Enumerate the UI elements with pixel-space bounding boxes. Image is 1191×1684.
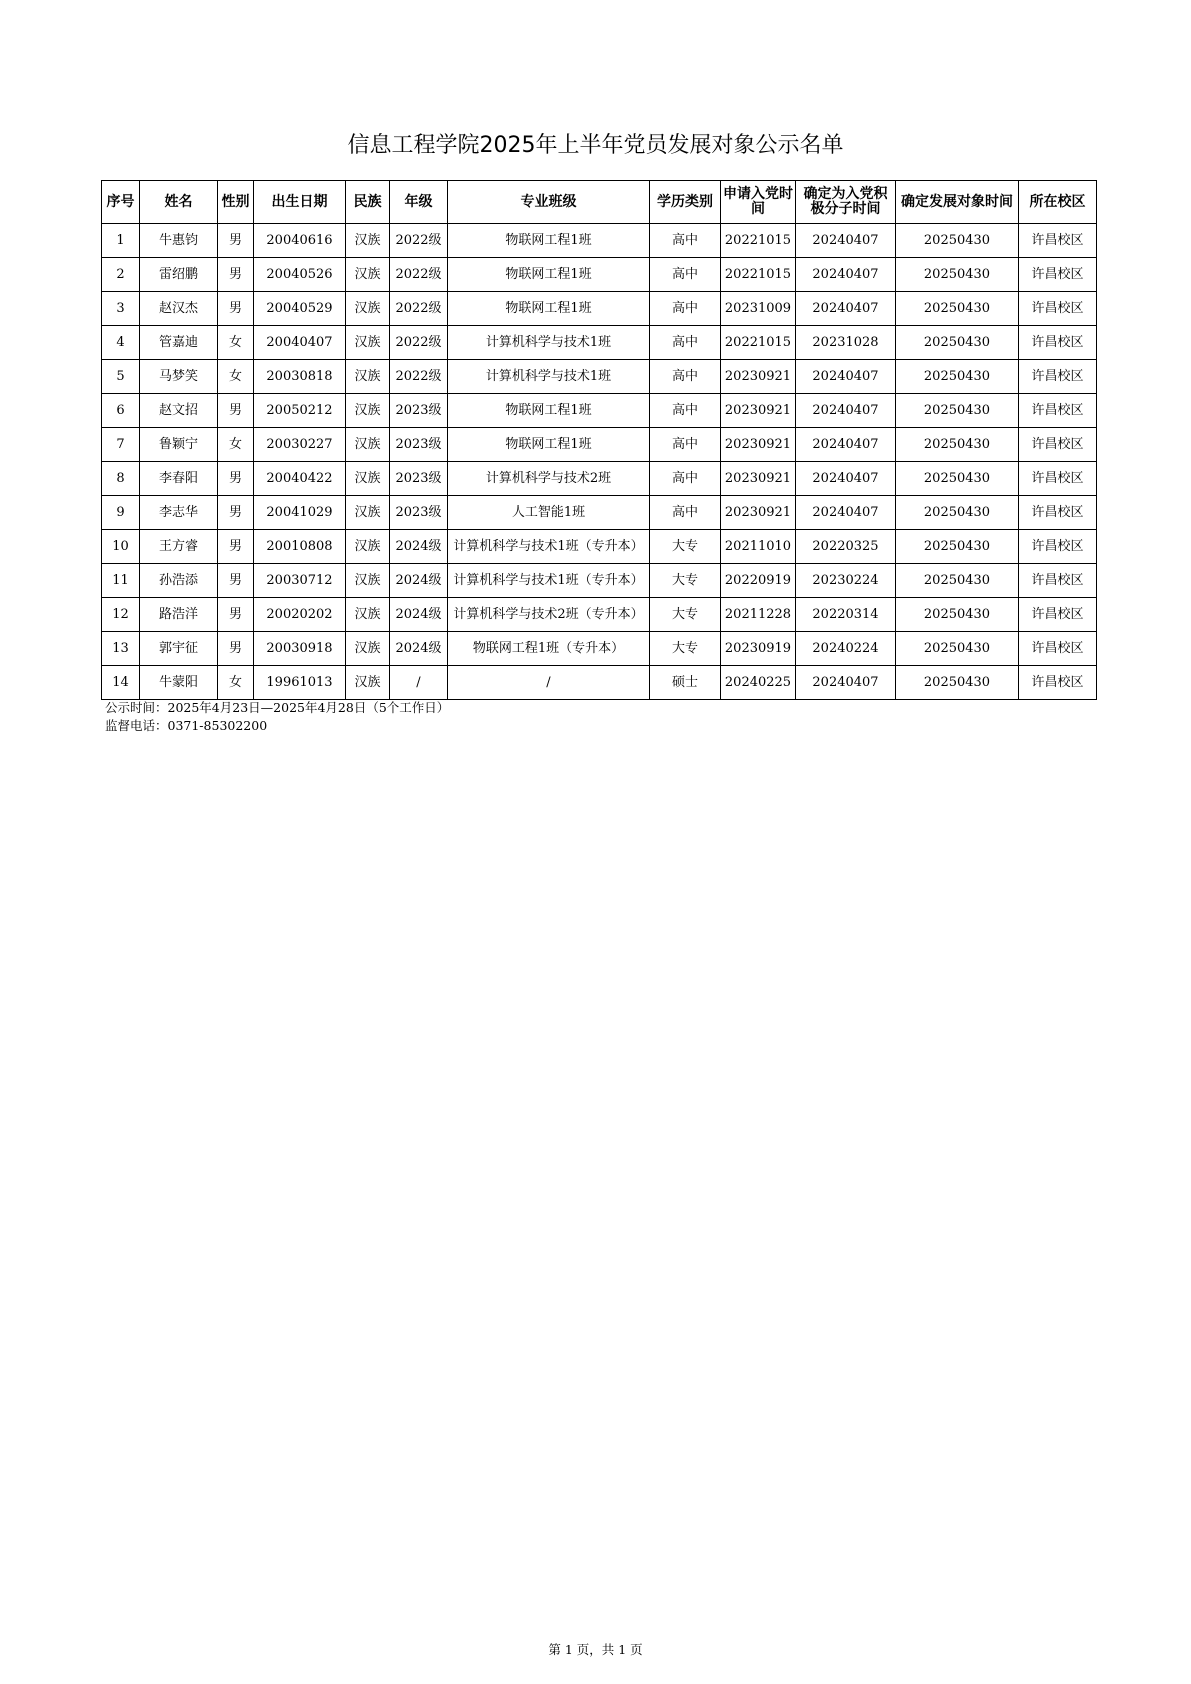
header-name: 姓名 — [140, 181, 218, 224]
cell-ethnicity: 汉族 — [346, 292, 390, 326]
cell-candidate-date: 20250430 — [896, 632, 1019, 666]
cell-grade: / — [390, 666, 448, 700]
cell-gender: 男 — [218, 394, 254, 428]
cell-activist-date: 20240407 — [796, 360, 896, 394]
header-grade: 年级 — [390, 181, 448, 224]
cell-education: 大专 — [650, 632, 721, 666]
cell-name: 鲁颖宁 — [140, 428, 218, 462]
cell-ethnicity: 汉族 — [346, 598, 390, 632]
cell-ethnicity: 汉族 — [346, 496, 390, 530]
cell-campus: 许昌校区 — [1019, 666, 1097, 700]
cell-activist-date: 20220314 — [796, 598, 896, 632]
cell-campus: 许昌校区 — [1019, 632, 1097, 666]
cell-name: 郭宇征 — [140, 632, 218, 666]
cell-education: 高中 — [650, 462, 721, 496]
header-birth-date: 出生日期 — [254, 181, 346, 224]
cell-campus: 许昌校区 — [1019, 496, 1097, 530]
cell-education: 高中 — [650, 292, 721, 326]
cell-index: 2 — [102, 258, 140, 292]
cell-campus: 许昌校区 — [1019, 258, 1097, 292]
cell-birth-date: 20030918 — [254, 632, 346, 666]
cell-grade: 2024级 — [390, 530, 448, 564]
cell-education: 硕士 — [650, 666, 721, 700]
cell-campus: 许昌校区 — [1019, 598, 1097, 632]
cell-ethnicity: 汉族 — [346, 530, 390, 564]
cell-index: 12 — [102, 598, 140, 632]
cell-major-class: 计算机科学与技术2班（专升本） — [448, 598, 650, 632]
cell-candidate-date: 20250430 — [896, 258, 1019, 292]
cell-application-date: 20231009 — [721, 292, 796, 326]
cell-gender: 男 — [218, 496, 254, 530]
cell-major-class: 计算机科学与技术1班（专升本） — [448, 564, 650, 598]
cell-major-class: 计算机科学与技术1班 — [448, 326, 650, 360]
header-campus: 所在校区 — [1019, 181, 1097, 224]
cell-gender: 男 — [218, 224, 254, 258]
header-application-date: 申请入党时间 — [721, 181, 796, 224]
cell-gender: 男 — [218, 258, 254, 292]
cell-ethnicity: 汉族 — [346, 428, 390, 462]
cell-application-date: 20230921 — [721, 462, 796, 496]
cell-education: 大专 — [650, 598, 721, 632]
cell-birth-date: 20040616 — [254, 224, 346, 258]
table-row — [102, 632, 1097, 666]
cell-birth-date: 20020202 — [254, 598, 346, 632]
cell-ethnicity: 汉族 — [346, 666, 390, 700]
table-row — [102, 292, 1097, 326]
cell-activist-date: 20231028 — [796, 326, 896, 360]
cell-candidate-date: 20250430 — [896, 530, 1019, 564]
cell-gender: 男 — [218, 564, 254, 598]
cell-major-class: 物联网工程1班（专升本） — [448, 632, 650, 666]
table-row — [102, 360, 1097, 394]
cell-major-class: 计算机科学与技术2班 — [448, 462, 650, 496]
cell-activist-date: 20230224 — [796, 564, 896, 598]
cell-education: 大专 — [650, 564, 721, 598]
table-row — [102, 598, 1097, 632]
cell-index: 6 — [102, 394, 140, 428]
cell-name: 李志华 — [140, 496, 218, 530]
cell-education: 高中 — [650, 258, 721, 292]
header-education: 学历类别 — [650, 181, 721, 224]
cell-major-class: 人工智能1班 — [448, 496, 650, 530]
cell-education: 高中 — [650, 394, 721, 428]
cell-activist-date: 20240407 — [796, 496, 896, 530]
cell-name: 牛惠钧 — [140, 224, 218, 258]
table-body — [102, 224, 1097, 700]
cell-grade: 2022级 — [390, 224, 448, 258]
cell-activist-date: 20220325 — [796, 530, 896, 564]
cell-application-date: 20221015 — [721, 224, 796, 258]
cell-index: 7 — [102, 428, 140, 462]
table-row — [102, 224, 1097, 258]
cell-activist-date: 20240407 — [796, 428, 896, 462]
cell-ethnicity: 汉族 — [346, 632, 390, 666]
header-major-class: 专业班级 — [448, 181, 650, 224]
table-row — [102, 564, 1097, 598]
cell-campus: 许昌校区 — [1019, 462, 1097, 496]
table-row — [102, 326, 1097, 360]
page-title: 信息工程学院2025年上半年党员发展对象公示名单 — [347, 133, 844, 158]
cell-candidate-date: 20250430 — [896, 394, 1019, 428]
cell-gender: 女 — [218, 360, 254, 394]
cell-birth-date: 20030227 — [254, 428, 346, 462]
candidates-table — [101, 180, 1097, 700]
cell-candidate-date: 20250430 — [896, 428, 1019, 462]
cell-ethnicity: 汉族 — [346, 224, 390, 258]
header-gender: 性别 — [218, 181, 254, 224]
table-row — [102, 496, 1097, 530]
cell-ethnicity: 汉族 — [346, 258, 390, 292]
cell-activist-date: 20240407 — [796, 666, 896, 700]
cell-activist-date: 20240407 — [796, 394, 896, 428]
header-ethnicity: 民族 — [346, 181, 390, 224]
cell-education: 高中 — [650, 428, 721, 462]
cell-application-date: 20230921 — [721, 360, 796, 394]
cell-major-class: 物联网工程1班 — [448, 224, 650, 258]
cell-campus: 许昌校区 — [1019, 394, 1097, 428]
table-row — [102, 394, 1097, 428]
cell-birth-date: 20041029 — [254, 496, 346, 530]
cell-birth-date: 20040407 — [254, 326, 346, 360]
table-row — [102, 530, 1097, 564]
cell-grade: 2024级 — [390, 564, 448, 598]
cell-education: 高中 — [650, 360, 721, 394]
cell-name: 管嘉迪 — [140, 326, 218, 360]
cell-index: 5 — [102, 360, 140, 394]
table-header-row — [102, 181, 1097, 224]
cell-education: 高中 — [650, 496, 721, 530]
publicity-period: 公示时间：2025年4月23日—2025年4月28日（5个工作日） — [105, 700, 450, 715]
cell-birth-date: 20040526 — [254, 258, 346, 292]
cell-gender: 女 — [218, 326, 254, 360]
cell-major-class: 物联网工程1班 — [448, 394, 650, 428]
cell-application-date: 20230921 — [721, 496, 796, 530]
cell-application-date: 20221015 — [721, 326, 796, 360]
cell-gender: 男 — [218, 530, 254, 564]
cell-application-date: 20230921 — [721, 428, 796, 462]
cell-birth-date: 20030712 — [254, 564, 346, 598]
cell-gender: 男 — [218, 462, 254, 496]
cell-major-class: 物联网工程1班 — [448, 428, 650, 462]
cell-index: 9 — [102, 496, 140, 530]
cell-grade: 2022级 — [390, 326, 448, 360]
cell-gender: 男 — [218, 292, 254, 326]
cell-application-date: 20240225 — [721, 666, 796, 700]
cell-candidate-date: 20250430 — [896, 564, 1019, 598]
cell-major-class: 物联网工程1班 — [448, 258, 650, 292]
cell-birth-date: 20030818 — [254, 360, 346, 394]
cell-activist-date: 20240407 — [796, 258, 896, 292]
cell-ethnicity: 汉族 — [346, 564, 390, 598]
cell-name: 赵文招 — [140, 394, 218, 428]
cell-ethnicity: 汉族 — [346, 462, 390, 496]
cell-birth-date: 20050212 — [254, 394, 346, 428]
cell-candidate-date: 20250430 — [896, 598, 1019, 632]
cell-name: 李春阳 — [140, 462, 218, 496]
cell-grade: 2023级 — [390, 496, 448, 530]
cell-index: 3 — [102, 292, 140, 326]
cell-campus: 许昌校区 — [1019, 564, 1097, 598]
header-activist-date: 确定为入党积极分子时间 — [796, 181, 896, 224]
cell-birth-date: 20010808 — [254, 530, 346, 564]
cell-gender: 男 — [218, 598, 254, 632]
cell-index: 10 — [102, 530, 140, 564]
cell-grade: 2022级 — [390, 360, 448, 394]
cell-index: 4 — [102, 326, 140, 360]
cell-index: 8 — [102, 462, 140, 496]
cell-index: 14 — [102, 666, 140, 700]
cell-major-class: 计算机科学与技术1班 — [448, 360, 650, 394]
cell-index: 11 — [102, 564, 140, 598]
cell-ethnicity: 汉族 — [346, 326, 390, 360]
cell-gender: 女 — [218, 428, 254, 462]
cell-campus: 许昌校区 — [1019, 360, 1097, 394]
cell-grade: 2022级 — [390, 258, 448, 292]
cell-name: 王方睿 — [140, 530, 218, 564]
cell-name: 路浩洋 — [140, 598, 218, 632]
cell-candidate-date: 20250430 — [896, 666, 1019, 700]
cell-grade: 2024级 — [390, 632, 448, 666]
page-footer: 第 1 页，共 1 页 — [548, 1642, 643, 1657]
cell-name: 赵汉杰 — [140, 292, 218, 326]
cell-grade: 2023级 — [390, 428, 448, 462]
cell-grade: 2022级 — [390, 292, 448, 326]
table-row — [102, 666, 1097, 700]
cell-activist-date: 20240407 — [796, 462, 896, 496]
cell-education: 高中 — [650, 326, 721, 360]
cell-ethnicity: 汉族 — [346, 394, 390, 428]
cell-education: 大专 — [650, 530, 721, 564]
table-row — [102, 428, 1097, 462]
cell-ethnicity: 汉族 — [346, 360, 390, 394]
cell-candidate-date: 20250430 — [896, 224, 1019, 258]
cell-application-date: 20220919 — [721, 564, 796, 598]
cell-campus: 许昌校区 — [1019, 530, 1097, 564]
cell-index: 1 — [102, 224, 140, 258]
cell-candidate-date: 20250430 — [896, 462, 1019, 496]
cell-education: 高中 — [650, 224, 721, 258]
cell-grade: 2023级 — [390, 394, 448, 428]
cell-campus: 许昌校区 — [1019, 428, 1097, 462]
supervision-phone: 监督电话：0371-85302200 — [105, 718, 268, 733]
cell-application-date: 20230921 — [721, 394, 796, 428]
table-row — [102, 258, 1097, 292]
cell-birth-date: 19961013 — [254, 666, 346, 700]
header-candidate-date: 确定发展对象时间 — [896, 181, 1019, 224]
cell-application-date: 20211010 — [721, 530, 796, 564]
cell-activist-date: 20240407 — [796, 224, 896, 258]
cell-grade: 2024级 — [390, 598, 448, 632]
cell-candidate-date: 20250430 — [896, 326, 1019, 360]
cell-campus: 许昌校区 — [1019, 326, 1097, 360]
cell-gender: 女 — [218, 666, 254, 700]
cell-name: 雷绍鹏 — [140, 258, 218, 292]
cell-major-class: 物联网工程1班 — [448, 292, 650, 326]
cell-major-class: / — [448, 666, 650, 700]
cell-index: 13 — [102, 632, 140, 666]
cell-application-date: 20230919 — [721, 632, 796, 666]
table-row — [102, 462, 1097, 496]
cell-name: 牛蒙阳 — [140, 666, 218, 700]
cell-candidate-date: 20250430 — [896, 360, 1019, 394]
cell-campus: 许昌校区 — [1019, 292, 1097, 326]
cell-campus: 许昌校区 — [1019, 224, 1097, 258]
cell-activist-date: 20240407 — [796, 292, 896, 326]
cell-name: 马梦笑 — [140, 360, 218, 394]
cell-activist-date: 20240224 — [796, 632, 896, 666]
cell-birth-date: 20040529 — [254, 292, 346, 326]
cell-application-date: 20211228 — [721, 598, 796, 632]
cell-grade: 2023级 — [390, 462, 448, 496]
cell-birth-date: 20040422 — [254, 462, 346, 496]
cell-candidate-date: 20250430 — [896, 292, 1019, 326]
cell-major-class: 计算机科学与技术1班（专升本） — [448, 530, 650, 564]
cell-gender: 男 — [218, 632, 254, 666]
cell-name: 孙浩添 — [140, 564, 218, 598]
cell-application-date: 20221015 — [721, 258, 796, 292]
header-index: 序号 — [102, 181, 140, 224]
cell-candidate-date: 20250430 — [896, 496, 1019, 530]
